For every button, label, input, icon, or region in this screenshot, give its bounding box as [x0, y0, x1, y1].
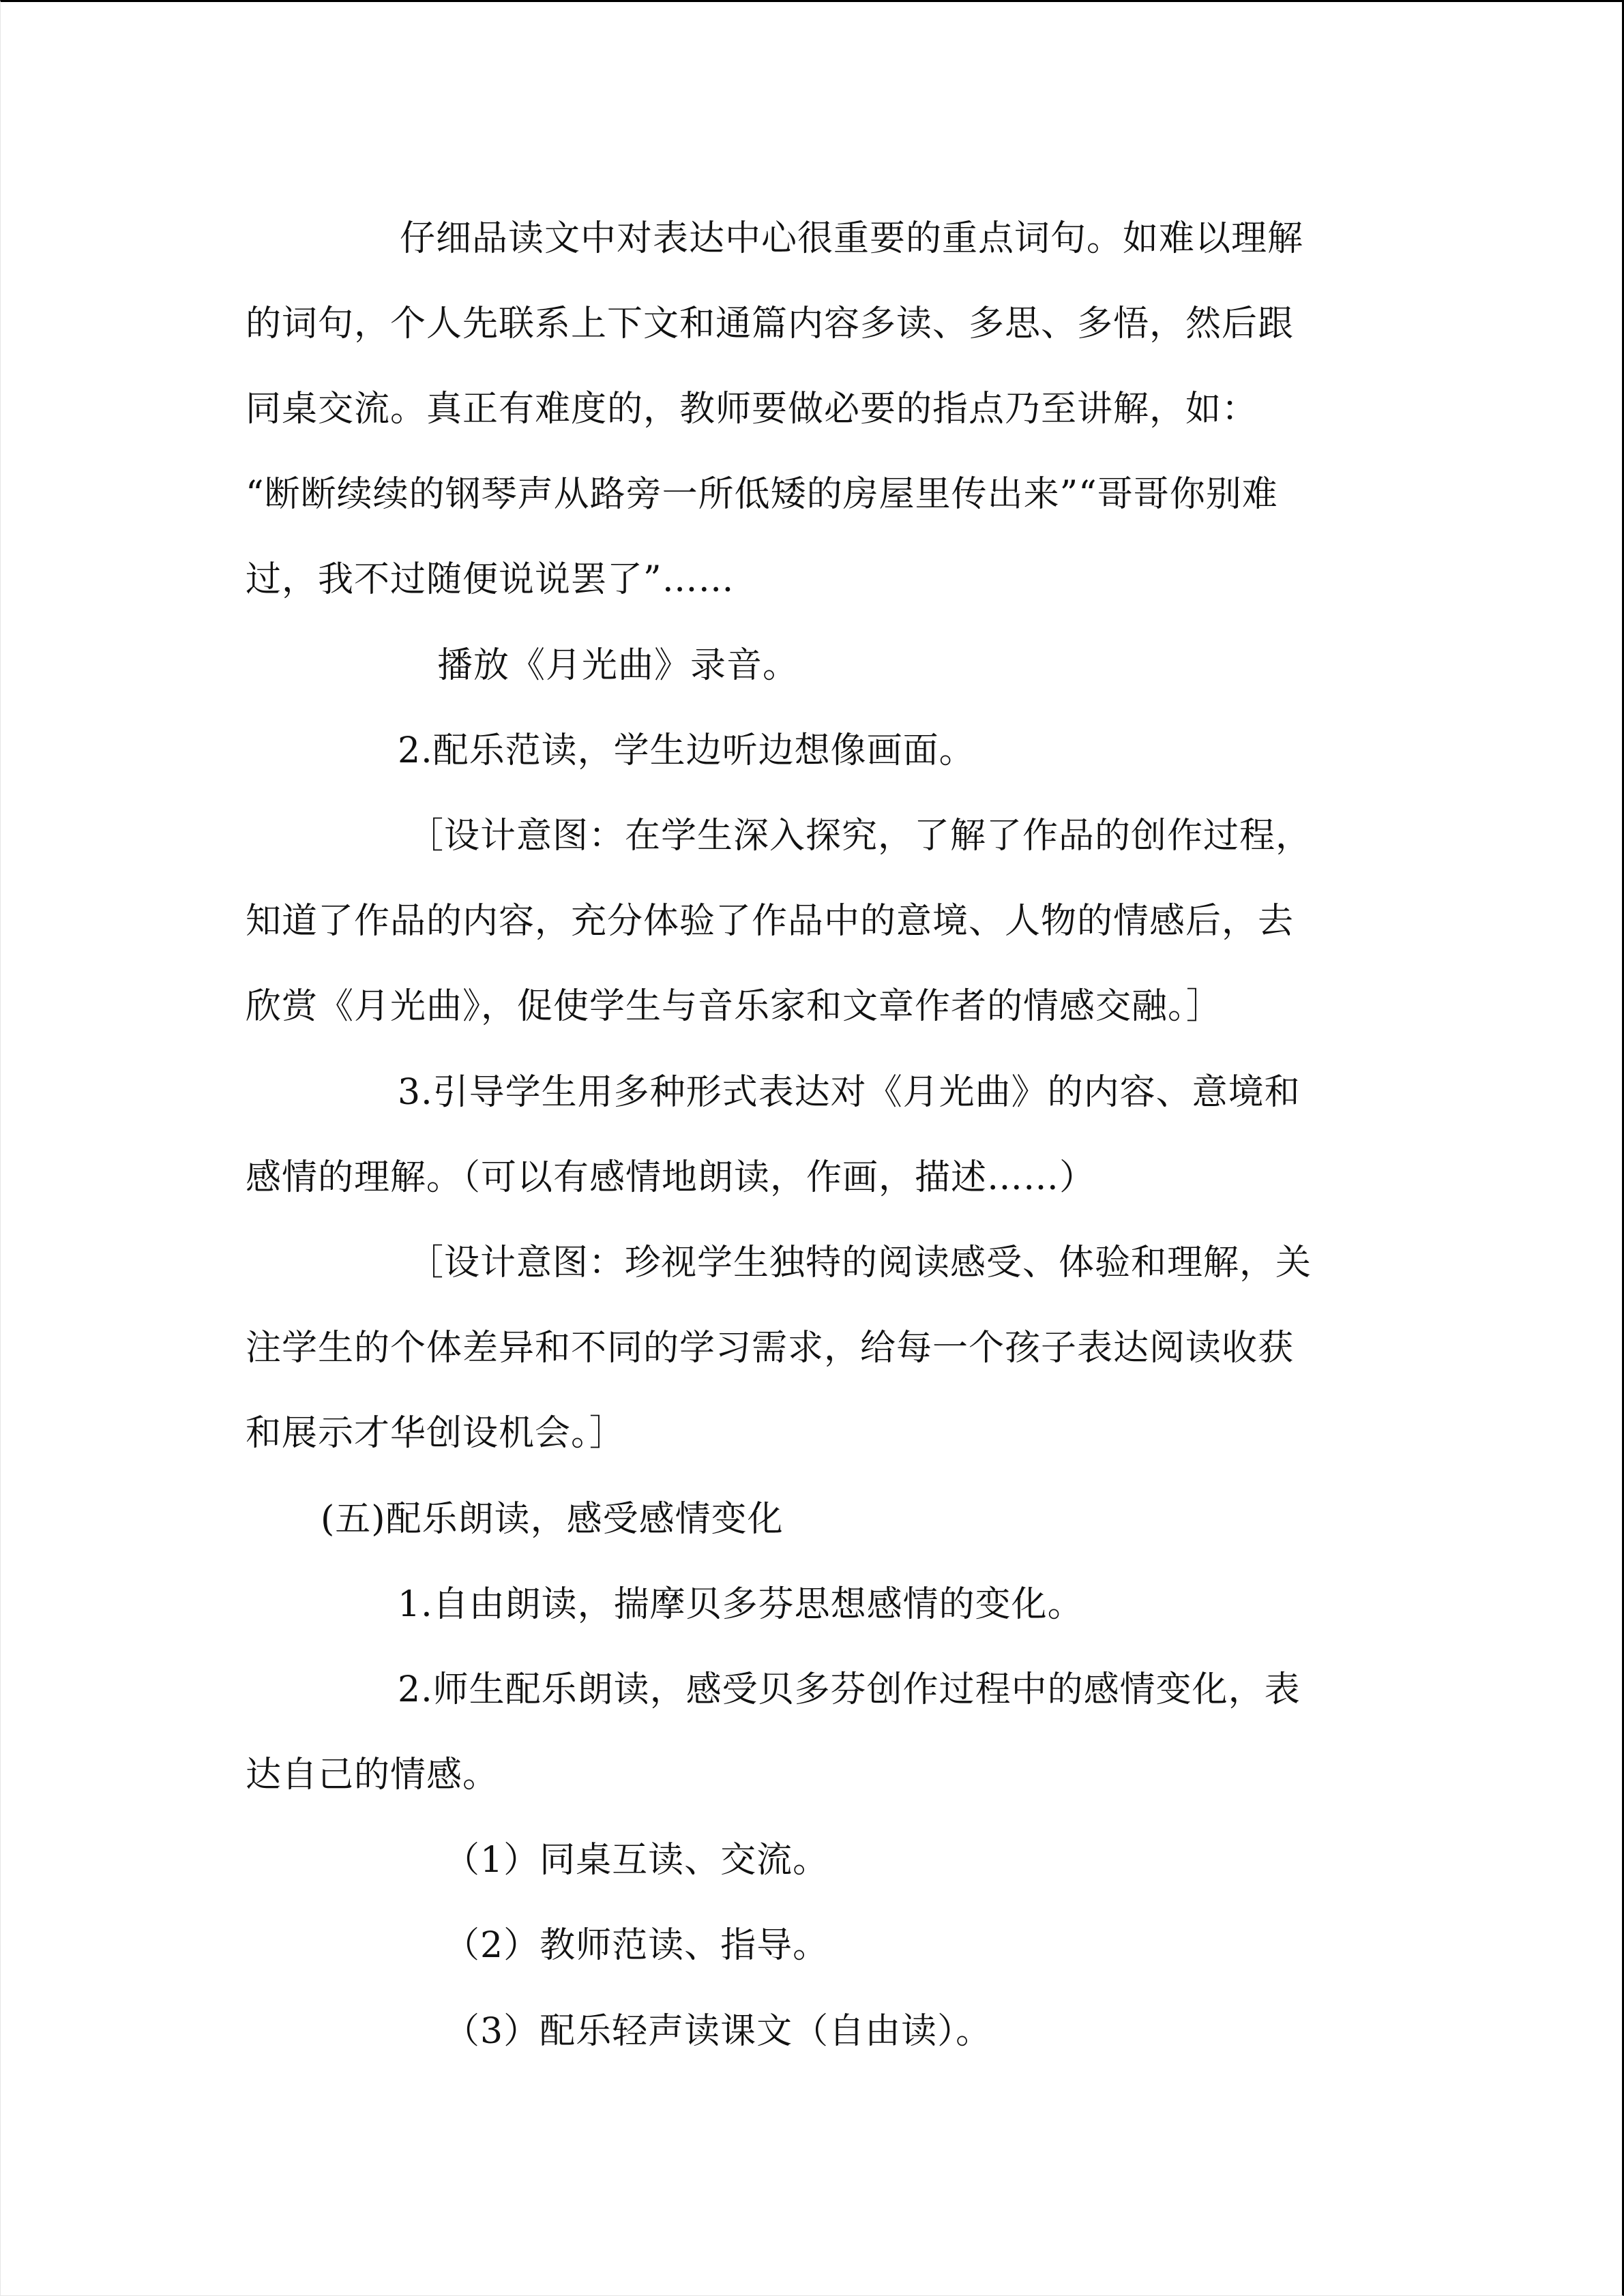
- design-intent-note: ［设计意图：珍视学生独特的阅读感受、体验和理解，关: [408, 1242, 1312, 1283]
- paragraph-line: 的词句，个人先联系上下文和通篇内容多读、多思、多悟，然后跟: [246, 303, 1295, 344]
- paragraph-line: 同桌交流。真正有难度的，教师要做必要的指点乃至讲解，如：: [246, 389, 1258, 430]
- list-item: （3）配乐轻声读课文（自由读）。: [444, 2011, 992, 2052]
- design-intent-note: 注学生的个体差异和不同的学习需求，给每一个孩子表达阅读收获: [246, 1328, 1295, 1369]
- paragraph-line: 1.自由朗读，揣摩贝多芬思想感情的变化。: [398, 1584, 1084, 1625]
- design-intent-note: 和展示才华创设机会。］: [246, 1413, 626, 1454]
- paragraph-line: 2.师生配乐朗读，感受贝多芬创作过程中的感情变化，表: [398, 1669, 1301, 1710]
- paragraph-line: 2.配乐范读，学生边听边想像画面。: [398, 730, 975, 771]
- section-heading: (五)配乐朗读，感受感情变化: [321, 1499, 784, 1540]
- design-intent-note: 欣赏《月光曲》，促使学生与音乐家和文章作者的情感交融。］: [246, 986, 1223, 1027]
- list-item: （1）同桌互读、交流。: [444, 1840, 829, 1881]
- paragraph-line: “断断续续的钢琴声从路旁一所低矮的房屋里传出来”“哥哥你别难: [246, 474, 1278, 515]
- paragraph-line: 3.引导学生用多种形式表达对《月光曲》的内容、意境和: [398, 1072, 1301, 1113]
- paragraph-line: 仔细品读文中对表达中心很重要的重点词句。如难以理解: [400, 218, 1304, 259]
- paragraph-line: 过，我不过随便说说罢了”……: [246, 559, 735, 600]
- paragraph-line: 播放《月光曲》录音。: [437, 645, 799, 686]
- paragraph-line: 感情的理解。（可以有感情地朗读，作画，描述……）: [246, 1157, 1096, 1198]
- paragraph-line: 达自己的情感。: [246, 1755, 499, 1795]
- list-item: （2）教师范读、指导。: [444, 1925, 829, 1966]
- design-intent-note: ［设计意图：在学生深入探究，了解了作品的创作过程，: [408, 816, 1312, 856]
- design-intent-note: 知道了作品的内容，充分体验了作品中的意境、人物的情感后，去: [246, 901, 1295, 942]
